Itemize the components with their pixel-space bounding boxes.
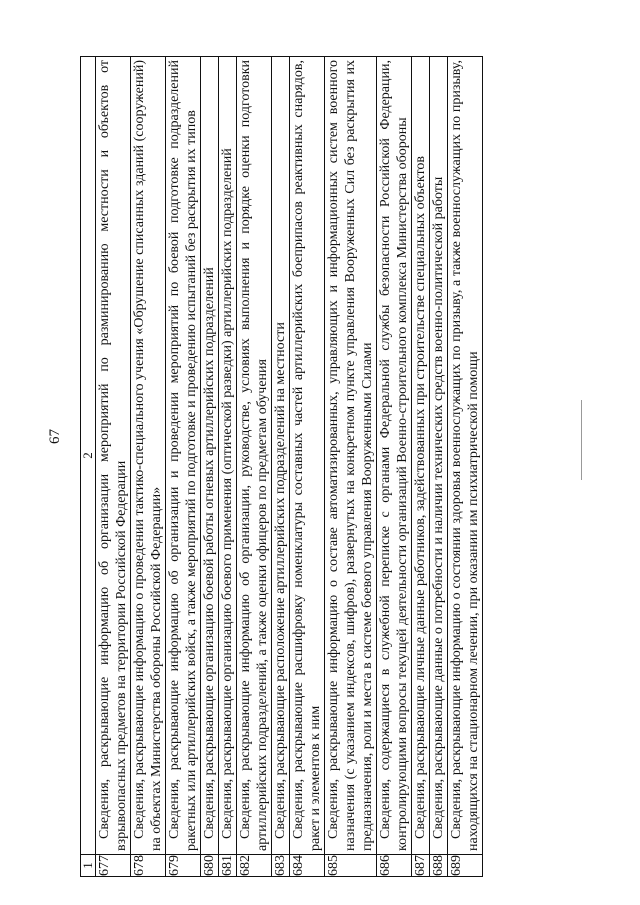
table-header-row	[81, 57, 96, 877]
column-header-description: 2	[81, 57, 96, 855]
row-text: Сведения, раскрывающие информацию о состоянии здоровья военнослужащих по призыву, а также военнослужащих по призыву, находящихся на стационарном лечении, при оказании им психиатрической помощи	[448, 57, 483, 855]
table-row	[131, 57, 166, 877]
row-number: 687	[413, 855, 428, 876]
row-text: Сведения, содержащиеся в служебной переписке с органами Федеральной службы безопасности Российской Федерации, контролирующими вопросы текущей деятельности организаций Военно-строительного комплекса Министерства обороны	[377, 57, 412, 855]
row-text: Сведения, раскрывающие расшифровку номенклатуры составных частей артиллерийских боеприпасов реактивных снарядов, ракет и элементов к ним	[290, 57, 325, 855]
table-row	[448, 57, 483, 877]
table-row	[219, 57, 237, 877]
row-text: Сведения, раскрывающие личные данные работников, задействованных при строительстве специальных объектов	[412, 57, 430, 855]
row-number: 688	[431, 855, 446, 876]
table-row	[412, 57, 430, 877]
row-number: 684	[290, 855, 325, 877]
column-header-number: 1	[81, 855, 96, 877]
row-number: 681	[220, 855, 235, 876]
row-number: 679	[166, 855, 201, 877]
row-text: Сведения, раскрывающие организацию боевого применения (оптической разведки) артиллерийских подразделений	[219, 57, 237, 855]
table-row	[325, 57, 377, 877]
row-number: 682	[237, 855, 272, 877]
row-text: Сведения, раскрывающие информацию о составе автоматизированных, управляющих и информационных систем военного назначения (с указанием индексов, шифров), развернутых на конкретном пункте управления Вооруженных Сил без раскрытия их предназначения, роли и места в системе боевого управления Вооруженными Силами	[325, 57, 377, 855]
row-number: 686	[377, 855, 412, 877]
row-number: 680	[202, 855, 217, 876]
row-text: Сведения, раскрывающие организацию боевой работы огневых артиллерийских подразделений	[201, 57, 219, 855]
row-text: Сведения, раскрывающие информацию о проведении тактико-специального учения «Обрушение списанных зданий (сооружений) на объектах Министерства обороны Российской Федерации»	[131, 57, 166, 855]
table-row	[430, 57, 448, 877]
secrets-table	[80, 56, 483, 877]
table-row	[272, 57, 290, 877]
rotated-table-container	[80, 57, 483, 877]
row-text: Сведения, раскрывающие информацию об организации и проведении мероприятий по боевой подготовке подразделений ракетных или артиллерийских войск, а также мероприятий по подготовке и проведению испытаний без раскрытия их типов	[166, 57, 201, 855]
table-row	[377, 57, 412, 877]
row-number: 689	[448, 855, 483, 877]
row-number: 685	[325, 855, 377, 877]
row-text: Сведения, раскрывающие расположение артиллерийских подразделений на местности	[272, 57, 290, 855]
table-row	[290, 57, 325, 877]
row-number: 678	[131, 855, 166, 877]
page-number: 67	[47, 429, 63, 444]
row-text: Сведения, раскрывающие данные о потребности и наличии технических средств военно-политической работы	[430, 57, 448, 855]
scan-mark	[581, 400, 582, 480]
row-text: Сведения, раскрывающие информацию об организации мероприятий по разминированию местности и объектов от взрывоопасных предметов на территории Российской Федерации	[96, 57, 131, 855]
table-row	[237, 57, 272, 877]
row-number: 677	[96, 855, 131, 877]
row-number: 683	[273, 855, 288, 876]
table-row	[166, 57, 201, 877]
table-row	[96, 57, 131, 877]
table-row	[201, 57, 219, 877]
row-text: Сведения, раскрывающие информацию об организации, руководстве, условиях выполнения и порядке оценки подготовки артиллерийских подразделений, а также оценки офицеров по предметам обучения	[237, 57, 272, 855]
